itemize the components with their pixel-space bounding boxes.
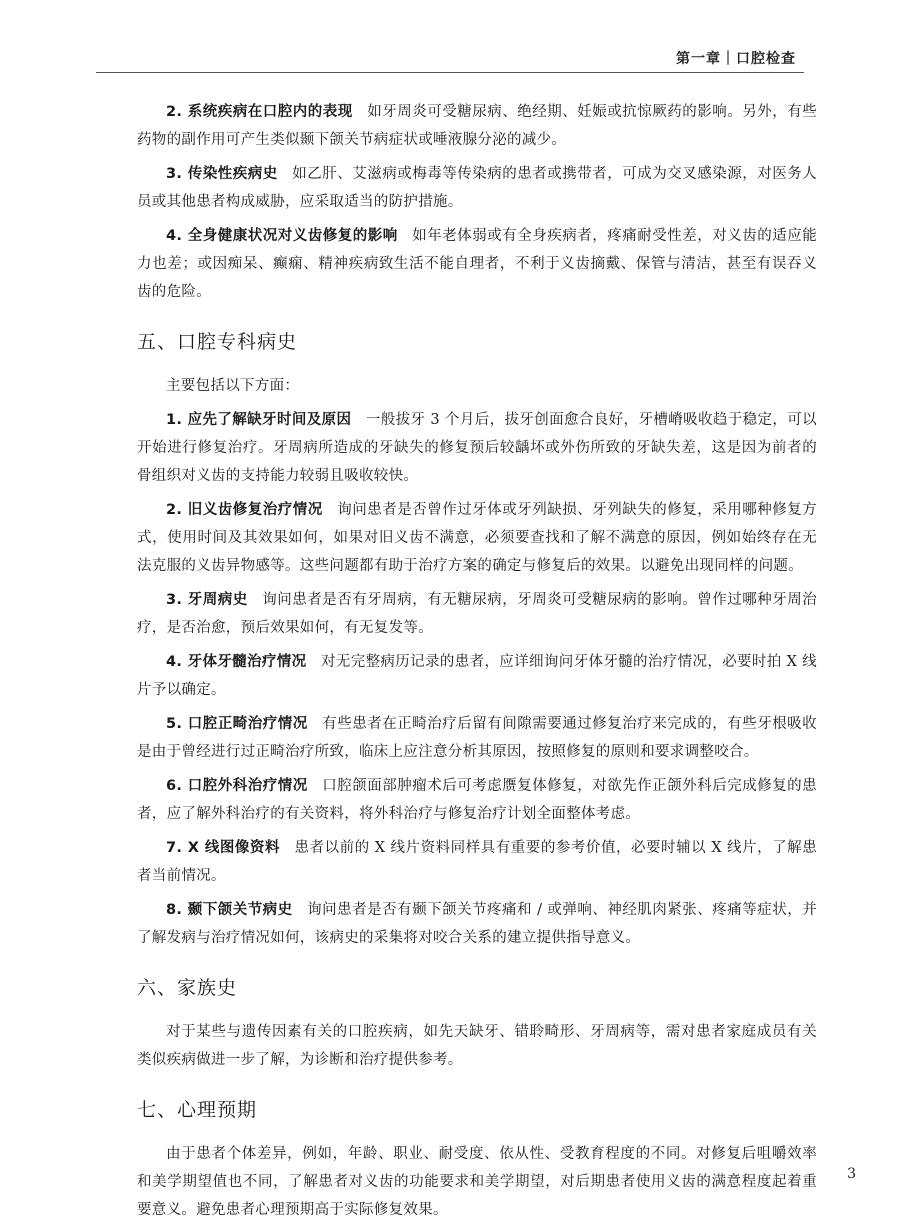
section5-item-6	[137, 772, 817, 828]
item-text: 如年老体弱或有全身疾病者，疼痛耐受性差，对义齿的适应能力也差；或因痴呆、癫痫、精神疾病致生活不能自理者，不利于义齿摘戴、保管与清洁，甚至有误吞义齿的危险。	[137, 228, 817, 300]
item-term: 2. 旧义齿修复治疗情况	[166, 502, 323, 518]
section5-item-4	[137, 648, 817, 704]
item-text: 询问患者是否曾作过牙体或牙列缺损、牙列缺失的修复，采用哪种修复方式，使用时间及其效果如何，如果对旧义齿不满意，必须要查找和了解不满意的原因，例如始终存在无法克服的义齿异物感等。这些问题都有助于治疗方案的确定与修复后的效果。以避免出现同样的问题。	[137, 502, 817, 574]
running-head-title: 第一章｜口腔检查	[676, 51, 796, 67]
item-term: 8. 颞下颌关节病史	[166, 902, 293, 918]
item-text: 口腔颌面部肿瘤术后可考虑赝复体修复，对欲先作正颌外科后完成修复的患者，应了解外科治疗的有关资料，将外科治疗与修复治疗计划全面整体考虑。	[137, 778, 817, 822]
item-text: 一般拔牙 3 个月后，拔牙创面愈合良好，牙槽嵴吸收趋于稳定，可以开始进行修复治疗。牙周病所造成的牙缺失的修复预后较龋坏或外伤所致的牙缺失差，这是因为前者的骨组织对义齿的支持能力较弱且吸收较快。	[137, 412, 817, 484]
section6-paragraph: 对于某些与遗传因素有关的口腔疾病，如先天缺牙、错聆畸形、牙周病等，需对患者家庭成员有关类似疾病做进一步了解，为诊断和治疗提供参考。	[137, 1024, 817, 1068]
section5-item-5	[137, 710, 817, 766]
section7-paragraph: 由于患者个体差异，例如，年龄、职业、耐受度、依从性、受教育程度的不同。对修复后咀嚼效率和美学期望值也不同，了解患者对义齿的功能要求和美学期望，对后期患者使用义齿的满意程度起着重要意义。避免患者心理预期高于实际修复效果。	[137, 1146, 817, 1218]
item-term: 2. 系统疾病在口腔内的表现	[166, 104, 353, 120]
item-term: 3. 牙周病史	[166, 592, 248, 608]
section5-item-2	[137, 496, 817, 580]
page-body	[137, 98, 817, 1230]
intro-item-3	[137, 160, 817, 216]
item-term: 7. X 线图像资料	[166, 840, 280, 856]
item-text: 如乙肝、艾滋病或梅毒等传染病的患者或携带者，可成为交叉感染源，对医务人员或其他患者构成威胁，应采取适当的防护措施。	[137, 166, 817, 210]
item-term: 5. 口腔正畸治疗情况	[166, 716, 308, 732]
section-heading-7: 七、心理预期	[137, 1099, 258, 1121]
section5-item-3	[137, 586, 817, 642]
item-text: 患者以前的 X 线片资料同样具有重要的参考价值，必要时辅以 X 线片，了解患者当前情况。	[137, 840, 817, 884]
section5-item-1	[137, 406, 817, 490]
page-number: 3	[847, 1166, 856, 1182]
section5-item-7	[137, 834, 817, 890]
section-intro: 主要包括以下方面：	[166, 378, 300, 394]
intro-item-4	[137, 222, 817, 306]
item-text: 有些患者在正畸治疗后留有间隙需要通过修复治疗来完成的，有些牙根吸收是由于曾经进行过正畸治疗所致，临床上应注意分析其原因，按照修复的原则和要求调整咬合。	[137, 716, 817, 760]
item-term: 4. 全身健康状况对义齿修复的影响	[166, 228, 398, 244]
item-term: 4. 牙体牙髓治疗情况	[166, 654, 307, 670]
section-heading-6: 六、家族史	[137, 977, 238, 999]
item-text: 如牙周炎可受糖尿病、绝经期、妊娠或抗惊厥药的影响。另外，有些药物的副作用可产生类似颞下颌关节病症状或唾液腺分泌的减少。	[137, 104, 817, 148]
item-term: 1. 应先了解缺牙时间及原因	[166, 412, 352, 428]
item-text: 询问患者是否有颞下颌关节疼痛和 / 或弹响、神经肌肉紧张、疼痛等症状，并了解发病与治疗情况如何，该病史的采集将对咬合关系的建立提供指导意义。	[137, 902, 817, 946]
item-text: 对无完整病历记录的患者，应详细询问牙体牙髓的治疗情况，必要时拍 X 线片予以确定。	[137, 654, 817, 698]
item-text: 询问患者是否有牙周病，有无糖尿病，牙周炎可受糖尿病的影响。曾作过哪种牙周治疗，是否治愈，预后效果如何，有无复发等。	[137, 592, 817, 636]
item-term: 6. 口腔外科治疗情况	[166, 778, 308, 794]
item-term: 3. 传染性疾病史	[166, 166, 278, 182]
intro-item-2	[137, 98, 817, 154]
running-header	[96, 44, 804, 73]
section-heading-5: 五、口腔专科病史	[137, 331, 298, 353]
section5-item-8	[137, 896, 817, 952]
